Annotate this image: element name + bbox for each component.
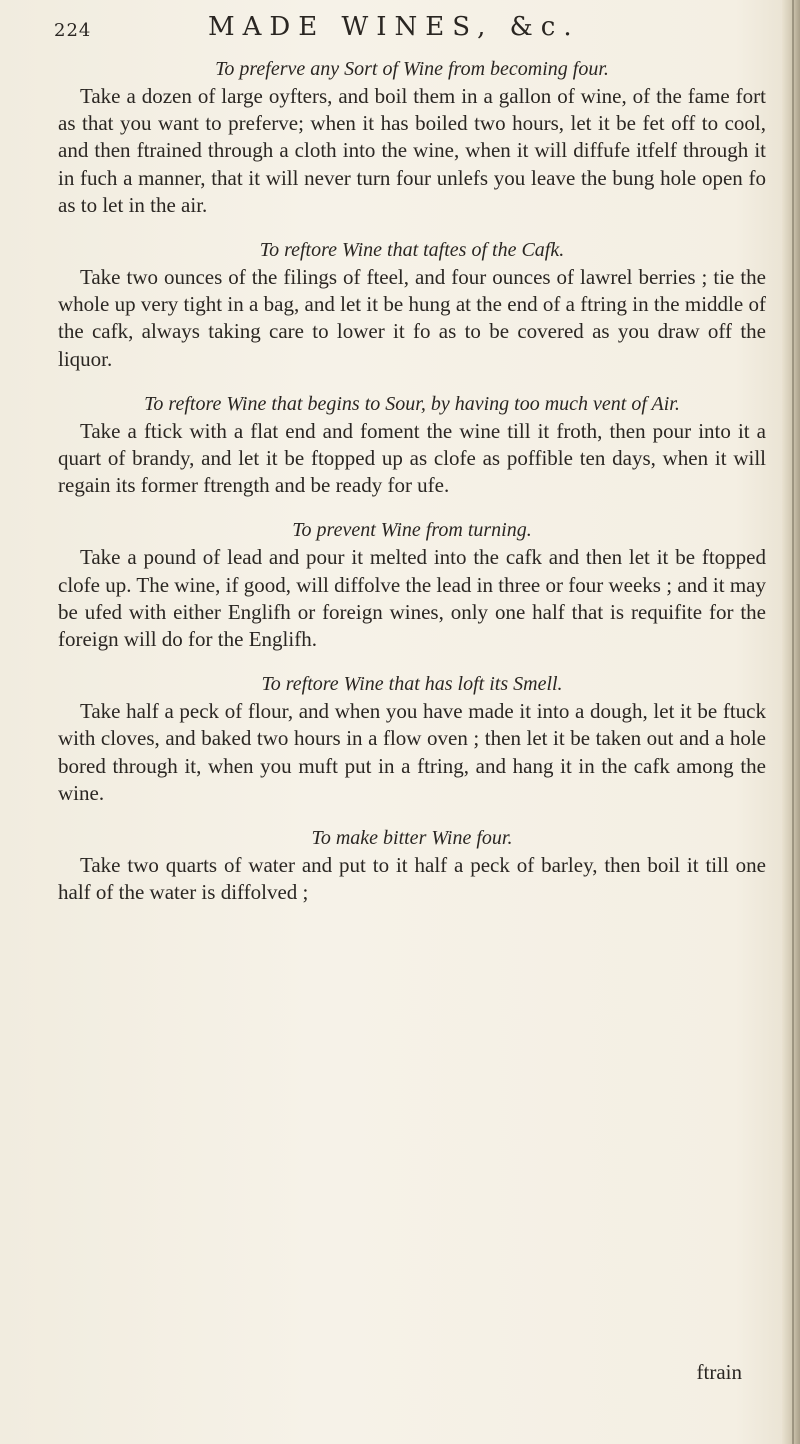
recipe-heading: To reftore Wine that has loft its Smell. (261, 673, 563, 696)
page-header (48, 12, 748, 52)
recipe-heading: To reftore Wine that taftes of the Cafk. (259, 239, 565, 262)
page-edge (782, 0, 800, 1444)
catchword: ftrain (696, 1360, 742, 1384)
running-title: MADE WINES, &c. (208, 12, 580, 42)
recipe-section (58, 671, 766, 807)
recipe-body: Take a pound of lead and pour it melted into the cafk and then let it be ftopped clofe up. The wine, if good, will diffolve the lead in three or four weeks ; and it may be ufed with either Englifh or foreign wines, only one half that is requifite for the foreign will do for the Englifh. (58, 545, 766, 652)
page-number: 224 (54, 20, 92, 41)
recipe-body: Take two ounces of the filings of fteel, and four ounces of lawrel berries ; tie the whole up very tight in a bag, and let it be hung at the end of a ftring in the middle of the cafk, always taking care to lower it fo as to be covered as you draw off the liquor. (58, 265, 766, 371)
recipe-section (58, 391, 766, 500)
recipe-heading: To prevent Wine from turning. (292, 519, 532, 542)
recipe-heading: To preferve any Sort of Wine from becoming four. (215, 58, 609, 80)
recipe-body: Take a ftick with a flat end and foment the wine till it froth, then pour into it a quart of brandy, and let it be ftopped up as clofe as poffible ten days, when it will regain its former ftrength and be ready for ufe. (58, 418, 766, 498)
recipe-body: Take two quarts of water and put to it half a peck of barley, then boil it till one half of the water is diffolved ; (58, 853, 766, 905)
recipe-section (58, 517, 766, 653)
recipe-heading: To make bitter Wine four. (311, 827, 513, 850)
recipe-section (58, 237, 766, 373)
recipe-heading: To reftore Wine that begins to Sour, by having too much vent of Air. (144, 392, 680, 415)
page-edge-line (792, 0, 794, 1444)
recipe-body: Take half a peck of flour, and when you have made it into a dough, let it be ftuck with cloves, and baked two hours in a flow oven ; then let it be taken out and a hole bored through it, when you muft put in a ftring, and hang it in the cafk among the wine. (58, 699, 766, 805)
recipe-section (58, 825, 766, 906)
recipe-section (58, 56, 766, 219)
page-content (58, 56, 766, 924)
recipe-body: Take a dozen of large oyfters, and boil them in a gallon of wine, of the fame fort as that you want to preferve; when it has boiled two hours, let it be fet off to cool, and then ftrained through a cloth into the wine, when it will diffufe itfelf through it in fuch a manner, that it will never turn four unlefs you leave the bung hole open fo as to let in the air. (58, 84, 766, 217)
